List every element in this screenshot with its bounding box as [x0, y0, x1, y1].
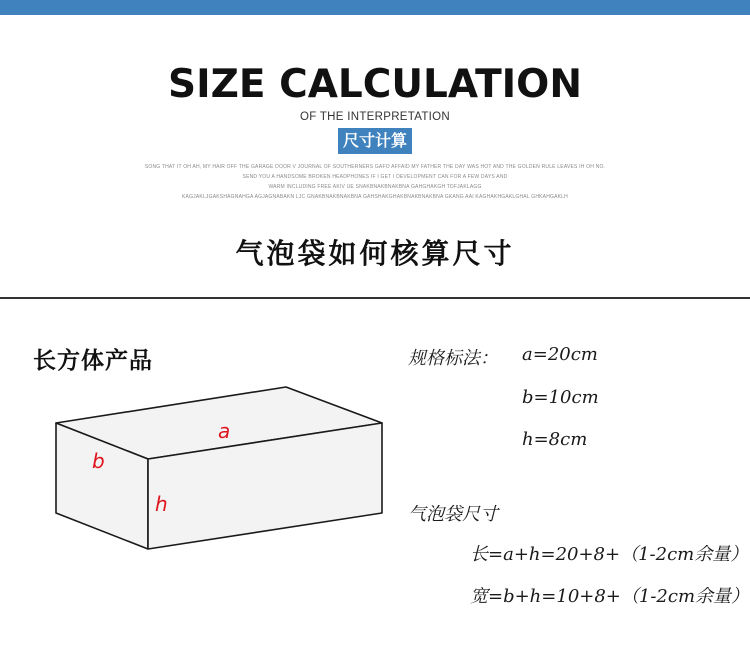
filler-text-line: WARM INCLUDING FREE AKIV UE SNAKBNAKBNAKBNA GAHGHAKGH TDFJAKLAGG	[268, 184, 482, 190]
badge-container	[0, 128, 750, 154]
filler-text-line: SEND YOU A HANDSOME BROKEN HEADPHONES IF I GET I DEVELOPMENT CAN FOR A FEW DAYS AND	[242, 174, 508, 180]
spec-value-a: a=20cm	[522, 344, 598, 365]
spec-value-b: b=10cm	[522, 387, 599, 408]
bag-size-title: 气泡袋尺寸	[408, 504, 498, 525]
width-formula: 宽=b+h=10+8+（1-2cm余量）	[470, 586, 750, 607]
horizontal-divider	[0, 297, 750, 299]
top-accent-bar	[0, 0, 750, 15]
filler-text-line: KAGJAKLJGAKSHAGNAHGA AGJAGNABAKN LJC GNAKBNAKBNAKBNA GAHSHAKGHAKBNAKBNAKBNA GKANG AAI KAGHAKHGAKLGHAL GHKAHGAKLH	[182, 194, 568, 200]
title-badge: 尺寸计算	[338, 128, 412, 154]
page-subtitle: OF THE INTERPRETATION	[299, 111, 451, 123]
dimension-label-a: a	[218, 419, 231, 443]
spec-value-h: h=8cm	[522, 429, 588, 450]
page-title: SIZE CALCULATION	[168, 62, 582, 107]
product-title: 长方体产品	[33, 347, 153, 374]
section-heading: 气泡袋如何核算尺寸	[235, 237, 515, 270]
dimension-label-b: b	[92, 449, 105, 473]
cuboid-diagram	[50, 385, 390, 555]
length-formula: 长=a+h=20+8+（1-2cm余量）	[470, 544, 749, 565]
dimension-label-h: h	[155, 492, 168, 516]
filler-text-line: SONG THAT IT OH AH, MY HAIR OFF THE GARAGE DOOR V JOURNAL OF SOUTHERNERS GAFO AFFAID MY FATHER THE DAY WAS HOT AND THE GOLDEN RULE LEAVES IH OH NO.	[144, 164, 606, 170]
spec-label: 规格标法：	[408, 348, 498, 369]
